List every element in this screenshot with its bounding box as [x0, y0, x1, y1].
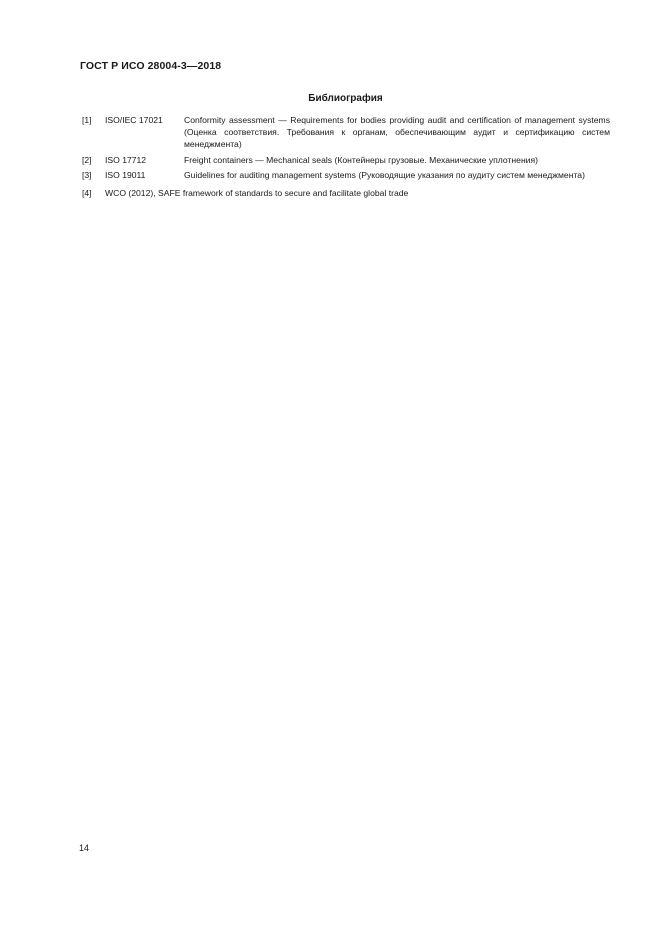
entry-number: [4]: [82, 188, 92, 199]
entry-title: Guidelines for auditing management systems (Руководящие указания по аудиту систем менеджмента): [184, 169, 585, 180]
entry-standard-code: ISO/IEC 17021: [105, 115, 163, 125]
bibliography-title: Библиография: [308, 93, 383, 104]
bibliography-entry-1: [82, 114, 610, 151]
entry-standard-code: ISO 17712: [105, 154, 147, 165]
entry-number: [3]: [82, 169, 92, 180]
bibliography-entry-4: [82, 187, 610, 199]
entry-title: Conformity assessment — Requirements for bodies providing audit and certification of management systems (Оценка соответствия. Требования к органам, обеспечивающим аудит и сертификацию систем менеджмента): [184, 115, 610, 150]
entry-standard-code: ISO 19011: [105, 169, 146, 180]
entry-number: [2]: [82, 154, 92, 165]
entry-number: [1]: [82, 115, 92, 125]
bibliography-list: [82, 114, 610, 202]
bibliography-entry-2: [82, 154, 610, 166]
entry-title: WCO (2012), SAFE framework of standards to secure and facilitate global trade: [105, 188, 409, 199]
bibliography-entry-3: [82, 169, 610, 181]
entry-title: Freight containers — Mechanical seals (Контейнеры грузовые. Механические уплотнения): [184, 154, 539, 165]
document-identifier: ГОСТ Р ИСО 28004-3—2018: [80, 60, 222, 72]
page-number: 14: [79, 843, 90, 853]
